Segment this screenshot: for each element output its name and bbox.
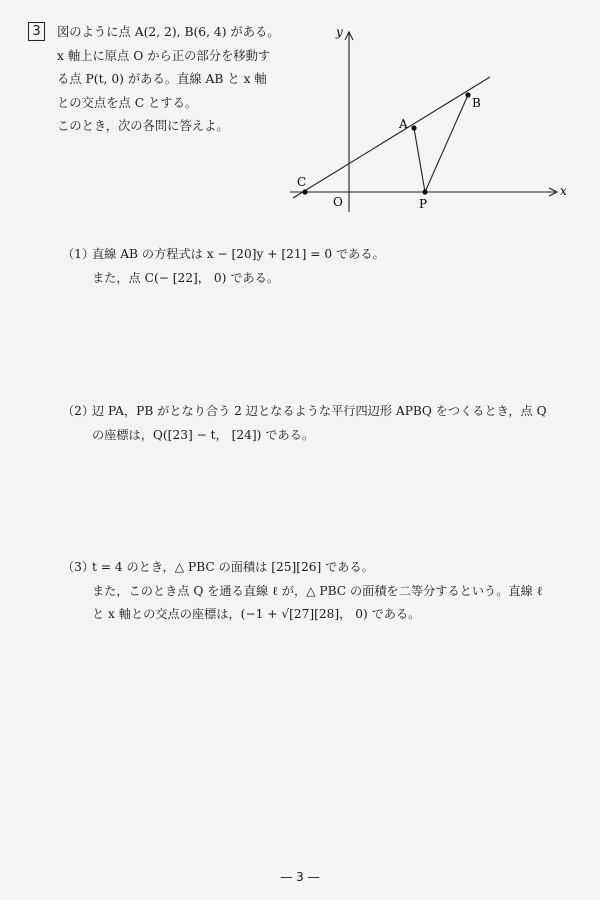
question-2-text: 辺 PA，PB がとなり合う 2 辺となるような平行四辺形 APBQ をつくるとき，点 Q の座標は，Q([23] − t， [24]) である。: [92, 404, 547, 442]
point-c-dot: [302, 189, 307, 194]
problem-intro: 図のように点 A(2, 2), B(6, 4) がある。 x 軸上に原点 O から正の部分を移動す る点 P(t, 0) がある。直線 AB と x 軸 との交点を点 C とする。 このとき，次の各問に答えよ。: [57, 25, 280, 134]
segment-pa: [414, 128, 425, 192]
question-3-number: （3）: [62, 560, 95, 574]
question-1: [62, 243, 562, 293]
question-3-text: t = 4 のとき，△ PBC の面積は [25][26] である。 また，このとき点 Q を通る直線 ℓ が，△ PBC の面積を二等分するという。直線 ℓ と x 軸との交点の座標は，(−1 + √[27][28]， 0) である。: [92, 560, 543, 621]
line-ab: [293, 77, 490, 198]
problem-number: 3: [28, 22, 45, 41]
figure-svg: [285, 20, 585, 220]
question-1-text: 直線 AB の方程式は x − [20]y + [21] = 0 である。 また，点 C(− [22]， 0) である。: [92, 247, 385, 285]
point-p-label: P: [419, 197, 428, 211]
question-2: [62, 400, 562, 450]
point-a-label: A: [399, 117, 408, 131]
point-b-label: B: [472, 96, 481, 110]
point-a-dot: [411, 125, 416, 130]
point-p-dot: [422, 189, 427, 194]
page-number: — 3 —: [280, 870, 320, 884]
coordinate-figure: [285, 20, 585, 220]
question-1-number: （1）: [62, 247, 95, 261]
x-axis-label: x: [560, 184, 567, 198]
segment-pb: [425, 95, 468, 192]
point-c-label: C: [297, 175, 307, 189]
question-2-number: （2）: [62, 404, 95, 418]
origin-label: O: [333, 195, 343, 209]
question-3: [62, 556, 562, 631]
y-axis-label: y: [336, 25, 343, 39]
point-b-dot: [465, 92, 470, 97]
